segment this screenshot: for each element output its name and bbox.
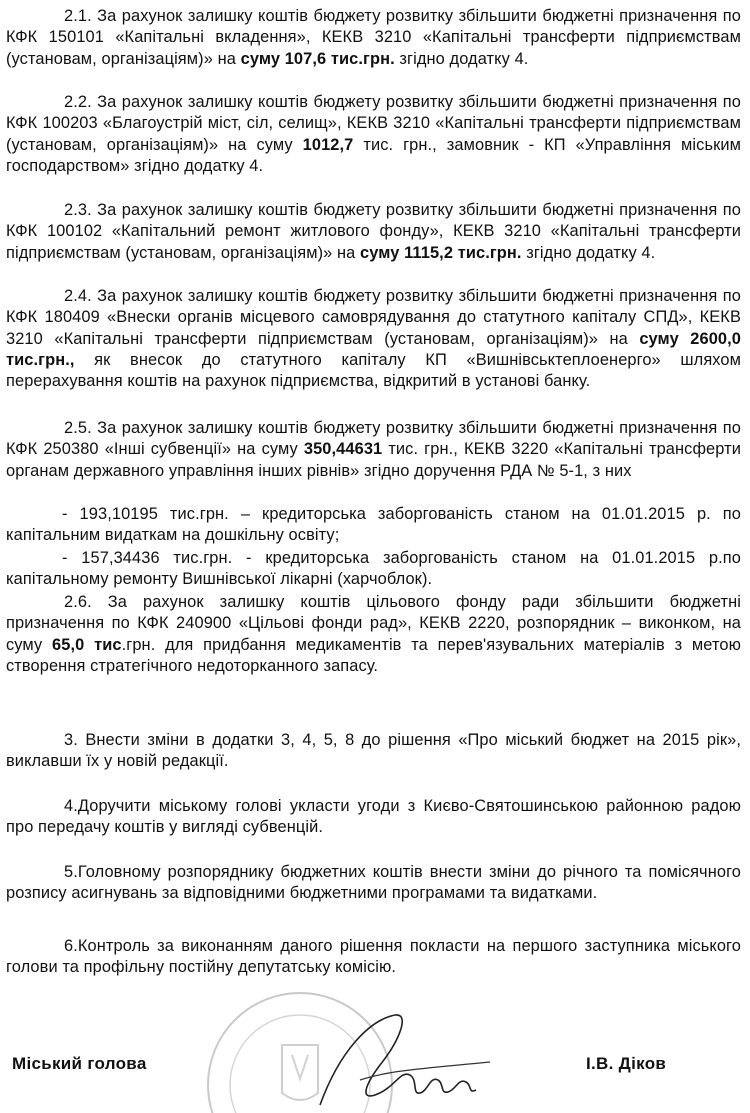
clause-3: 3. Внести зміни в додатки 3, 4, 5, 8 до рішення «Про міський бюджет на 2015 рік», виклавши їх у новій редакції. (6, 731, 741, 771)
clause-2-5-sum: 350,44631 (303, 440, 383, 459)
clause-2-1-sum: суму 107,6 тис.грн. (240, 49, 395, 68)
clause-2-4: 2.4. За рахунок залишку коштів бюджету розвитку збільшити бюджетні призначення по КФК 180409 «Внески органів місцевого самоврядування до статутного капіталу СПД», КЕКВ 3210 «Капітальні трансферти підприємствам (установам, організаціям)» на суму 2600,0 тис.грн., як внесок до статутного капіталу КП «Вишнівськтеплоенерго» шляхом перерахування коштів на рахунок підприємства, відкритий в установі банку. (6, 287, 742, 391)
signatory-name: І.В. Діков (586, 1054, 667, 1073)
handwritten-signature (300, 1010, 500, 1113)
clause-2-5-item-1: - 193,10195 тис.грн. – кредиторська заборгованість станом на 01.01.2015 р. по капітальним видаткам на дошкільну освіту; (6, 505, 741, 545)
clause-4: 4.Доручити міському голові укласти угоди з Києво-Святошинською районною радою про передачу коштів у вигляді субвенцій. (6, 797, 741, 837)
clause-2-1: 2.1. За рахунок залишку коштів бюджету розвитку збільшити бюджетні призначення по КФК 150101 «Капітальні вкладення», КЕКВ 3210 «Капітальні трансферти підприємствам (установам, організаціям)» на суму 107,6 тис.грн. згідно додатку 4. (6, 7, 741, 68)
clause-2-3-sum: суму 1115,2 тис.грн. (360, 243, 522, 262)
clause-2-5-item-2: - 157,34436 тис.грн. - кредиторська заборгованість станом на 01.01.2015 р.по капітальному ремонту Вишнівської лікарні (харчоблок). (6, 549, 741, 589)
clause-2-6-sum: 65,0 тис (52, 635, 122, 654)
clause-2-5: 2.5. За рахунок залишку коштів бюджету розвитку збільшити бюджетні призначення по КФК 250380 «Інші субвенції» на суму 350,44631 тис. грн., КЕКВ 3220 «Капітальні трансферти органам державного управління інших рівнів» згідно доручення РДА № 5-1, з них (6, 419, 741, 480)
clause-5: 5.Головному розпоряднику бюджетних коштів внести зміни до річного та помісячного розпису асигнувань за відповідними бюджетними програмами та видатками. (6, 863, 741, 903)
clause-2-4-sum: суму 2600,0 тис.грн., (6, 329, 742, 369)
clause-2-3: 2.3. За рахунок залишку коштів бюджету розвитку збільшити бюджетні призначення по КФК 100102 «Капітальний ремонт житлового фонду», КЕКВ 3210 «Капітальні трансферти підприємствам (установам, організаціям)» на суму 1115,2 тис.грн. згідно додатку 4. (6, 201, 741, 262)
clause-2-2: 2.2. За рахунок залишку коштів бюджету розвитку збільшити бюджетні призначення по КФК 100203 «Благоустрій міст, сіл, селищ», КЕКВ 3210 «Капітальні трансферти підприємствам (установам, організаціям)» на суму 1012,7 тис. грн., замовник - КП «Управління міським господарством» згідно додатку 4. (6, 93, 741, 175)
signatory-title: Міський голова (12, 1054, 147, 1073)
clause-2-6: 2.6. За рахунок залишку коштів цільового фонду ради збільшити бюджетні призначення по КФК 240900 «Цільові фонди рад», КЕКВ 2220, розпорядник – виконком, на суму 65,0 тис.грн. для придбання медикаментів та перев'язувальних матеріалів з метою створення стратегічного недоторканного запасу. (6, 593, 741, 675)
clause-6: 6.Контроль за виконанням даного рішення покласти на першого заступника міського голови та профільну постійну депутатську комісію. (6, 937, 741, 977)
clause-2-2-sum: 1012,7 (302, 135, 354, 154)
